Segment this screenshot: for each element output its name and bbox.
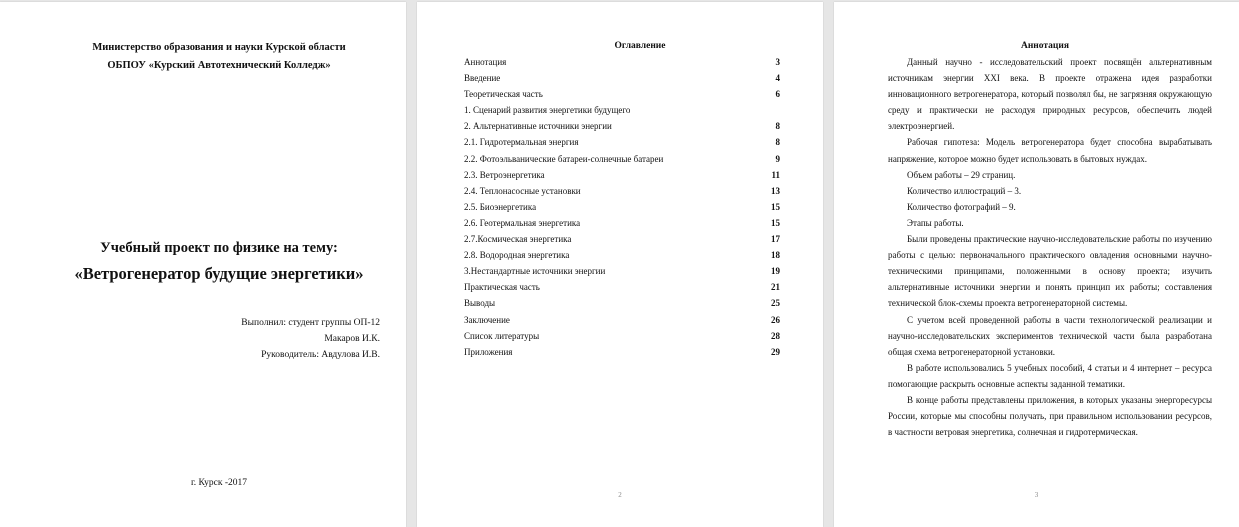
toc-entry	[464, 231, 780, 247]
toc-entry-label: 1. Сценарий развития энергетики будущего	[464, 105, 631, 116]
toc-entry-label: 2.6. Геотермальная энергетика	[464, 217, 581, 228]
toc-entry	[464, 118, 780, 134]
toc-entry-page	[766, 102, 780, 118]
toc-entry-page: 13	[771, 185, 780, 196]
toc-entry-page: 11	[771, 169, 780, 180]
toc-entry-label: 2.7.Космическая энергетика	[464, 234, 572, 245]
toc-page	[417, 2, 823, 527]
institution-header	[0, 39, 406, 75]
toc-entry-page: 8	[775, 137, 780, 148]
toc-entry	[464, 328, 780, 344]
toc-entry	[464, 86, 780, 102]
toc-entry	[464, 312, 780, 328]
toc-entry	[464, 279, 780, 295]
toc-entry-label: Введение	[464, 73, 501, 84]
authors-block	[160, 315, 380, 363]
student-name: Макаров И.К.	[324, 334, 380, 344]
annotation-paragraph: Этапы работы.	[907, 217, 964, 228]
toc-entry-label: 2. Альтернативные источники энергии	[464, 121, 612, 132]
toc-entry-page: 8	[775, 121, 780, 132]
college-name: ОБПОУ «Курский Автотехнический Колледж»	[107, 60, 331, 71]
toc-entry-label: Список литературы	[464, 330, 540, 341]
toc-entry-page: 15	[771, 217, 780, 228]
toc-entry-page: 19	[771, 266, 780, 277]
toc-entry-label: Приложения	[464, 346, 513, 357]
toc-entry-label: 3.Нестандартные источники энергии	[464, 266, 606, 277]
supervisor: Руководитель: Авдулова И.В.	[261, 350, 380, 360]
toc-entry-label: Выводы	[464, 298, 496, 309]
toc-entry	[464, 344, 780, 360]
toc-list	[464, 54, 780, 360]
ministry-name: Министерство образования и науки Курской области	[92, 42, 346, 53]
annotation-body	[888, 54, 1212, 440]
page-number: 3	[1034, 491, 1039, 499]
toc-entry	[464, 295, 780, 311]
toc-entry	[464, 199, 780, 215]
toc-entry-label: 2.3. Ветроэнергетика	[464, 169, 545, 180]
project-topic	[0, 238, 406, 287]
topic-line: Учебный проект по физике на тему:	[100, 240, 338, 256]
annotation-paragraph: Объем работы – 29 страниц.	[907, 169, 1016, 180]
toc-entry-page: 25	[771, 298, 780, 309]
toc-entry-page: 9	[775, 153, 780, 164]
toc-entry-label: Аннотация	[464, 57, 507, 67]
annotation-paragraph: Количество иллюстраций – 3.	[907, 185, 1022, 196]
toc-entry-label: 2.4. Теплонасосные установки	[464, 185, 581, 196]
annotation-page	[834, 2, 1239, 527]
annotation-paragraph: В работе использовались 5 учебных пособий, 4 статьи и 4 интернет – ресурса помогающие раскрыть основные аспекты заданной тематики.	[888, 362, 1212, 389]
toc-entry-page: 4	[775, 73, 780, 84]
annotation-paragraph: Рабочая гипотеза: Модель ветрогенератора будет способна вырабатывать напряжение, которое можно будет использовать в бытовых нуждах.	[888, 137, 1212, 164]
toc-entry	[464, 151, 780, 167]
toc-entry-page: 26	[771, 314, 780, 325]
annotation-paragraph: Количество фотографий – 9.	[907, 201, 1016, 212]
annotation-paragraph: В конце работы представлены приложения, в которых указаны энергоресурсы России, которые мы способны получать, при правильном использовании ресурсов, в частности ветровая энергетика, солнечная и гидротермическая.	[888, 394, 1212, 438]
title-page	[0, 2, 406, 527]
toc-entry	[464, 102, 780, 118]
topic-title: «Ветрогенератор будущие энергетики»	[74, 264, 364, 283]
annotation-title: Аннотация	[1020, 41, 1070, 51]
toc-entry-page: 3	[775, 57, 780, 67]
city-year: г. Курск -2017	[190, 478, 248, 488]
toc-entry-label: Заключение	[464, 314, 510, 325]
toc-entry	[464, 134, 780, 150]
toc-entry	[464, 247, 780, 263]
toc-entry-label: 2.8. Водородная энергетика	[464, 250, 570, 261]
annotation-paragraph: Данный научно - исследовательский проект посвящён альтернативным источникам энергии XXI века. В проекте отражена идея разработки инновационного ветрогенератора, который позволял бы, не загрязняя окружающую среду и практически не расходуя природных ресурсов, обеспечить людей электроэнергией.	[888, 57, 1212, 132]
toc-entry-page: 17	[771, 234, 780, 245]
toc-entry-label: Теоретическая часть	[464, 89, 543, 100]
page-number: 2	[618, 491, 622, 499]
toc-entry	[464, 263, 780, 279]
toc-entry	[464, 167, 780, 183]
toc-entry-page: 18	[771, 250, 780, 261]
toc-entry	[464, 54, 780, 70]
toc-entry-label: 2.2. Фотоэльванические батареи-солнечные батареи	[464, 153, 664, 164]
toc-entry-page: 21	[771, 282, 780, 293]
toc-entry-page: 28	[771, 330, 780, 341]
toc-entry-page: 29	[771, 346, 780, 357]
toc-entry	[464, 215, 780, 231]
toc-entry-label: Практическая часть	[464, 282, 540, 293]
toc-entry-label: 2.1. Гидротермальная энергия	[464, 137, 579, 148]
annotation-paragraph: Были проведены практические научно-исследовательские работы по изучению работы с целью: первоначального практического овладения основными научно-техническими принципами, положенными в основу проекта; изучить альтернативные источники энергии и понять принцип их работы; составления технической блок-схемы проекта ветрогенераторной системы.	[888, 234, 1212, 309]
performed-by: Выполнил: студент группы ОП-12	[241, 318, 380, 328]
toc-entry-page: 6	[775, 89, 780, 100]
annotation-paragraph: С учетом всей проведенной работы в части технологической реализации и научно-исследовательских экспериментов технической части была разработана общая схема ветрогенераторной установки.	[888, 314, 1212, 357]
toc-entry	[464, 183, 780, 199]
toc-entry	[464, 70, 780, 86]
toc-title: Оглавление	[614, 41, 666, 51]
toc-entry-page: 15	[771, 201, 780, 212]
toc-entry-label: 2.5. Биоэнергетика	[464, 201, 537, 212]
